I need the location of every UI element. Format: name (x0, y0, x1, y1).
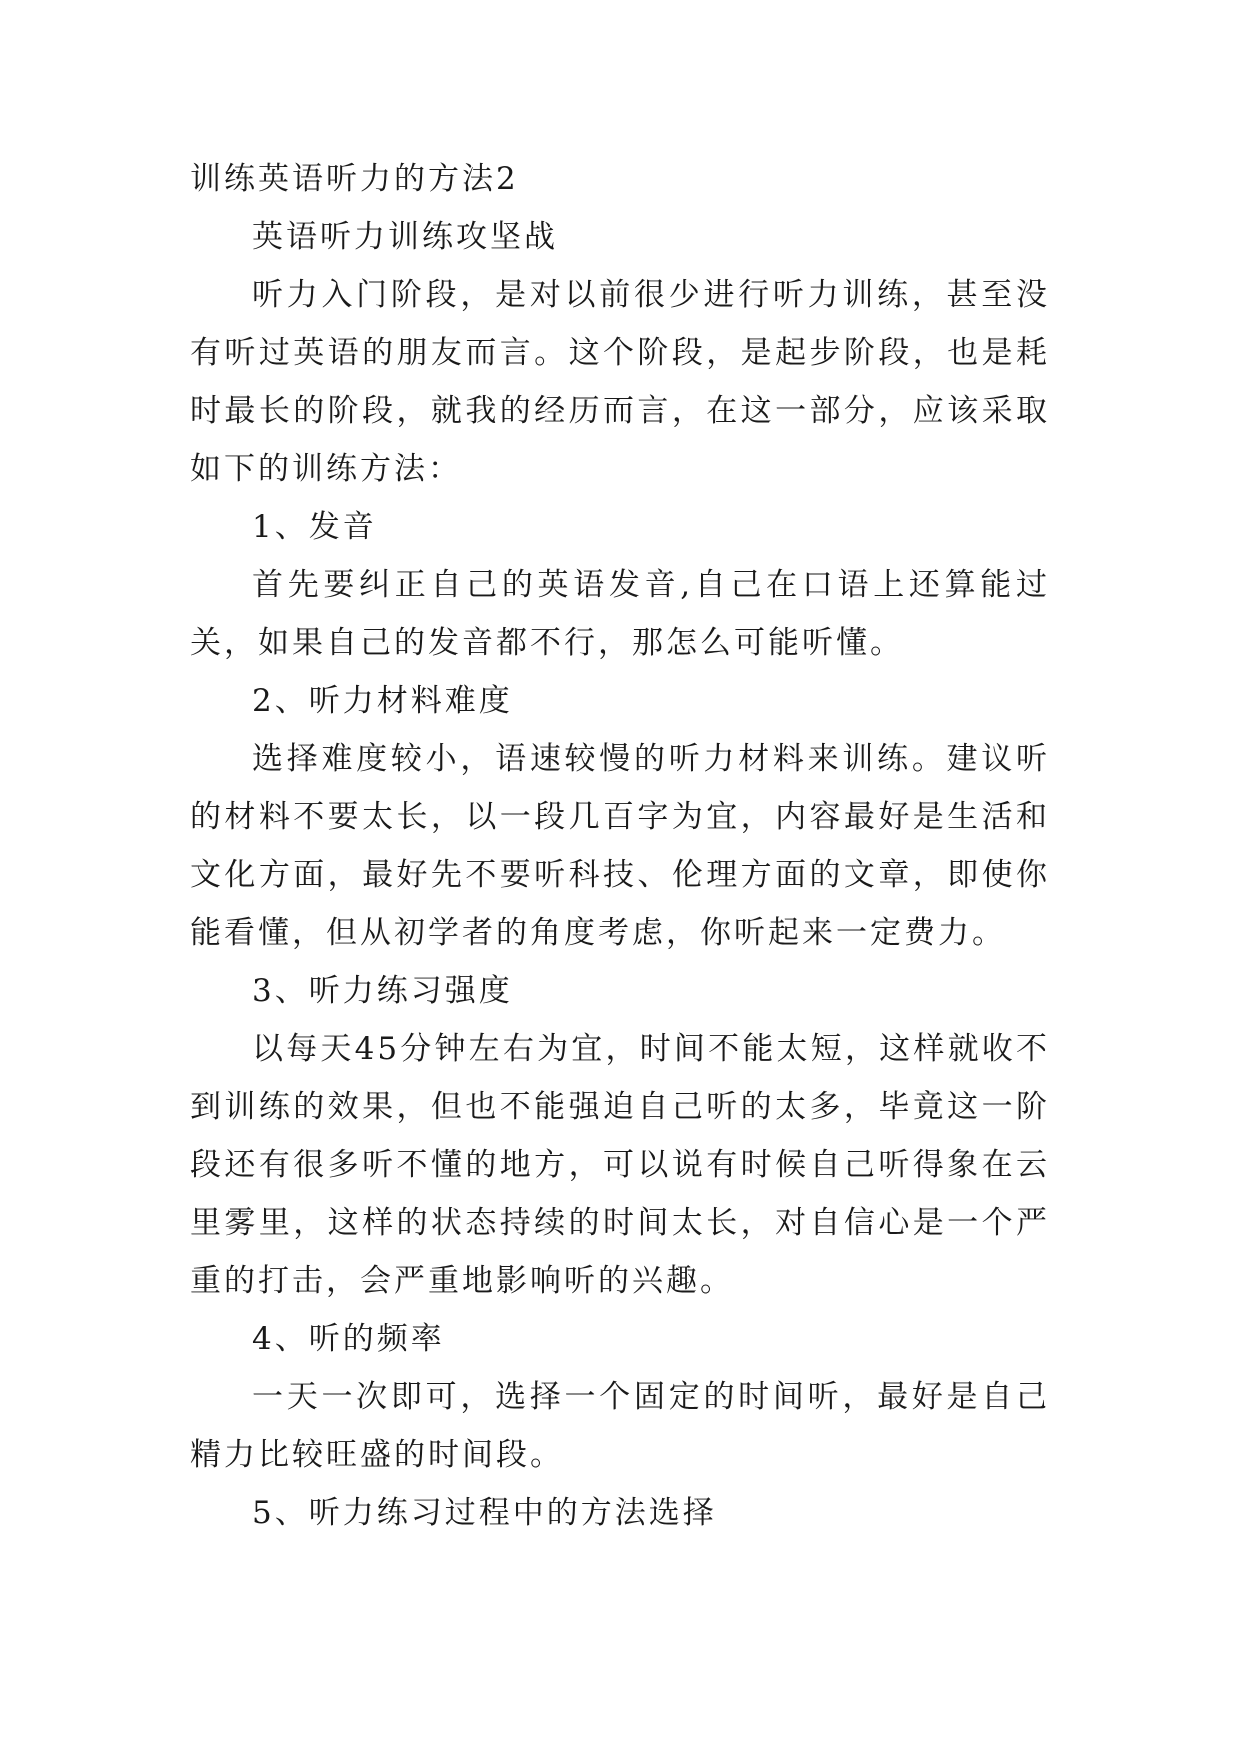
section-heading-listening-frequency: 4、听的频率 (252, 1321, 445, 1357)
document-subtitle: 英语听力训练攻坚战 (252, 219, 558, 255)
section-heading-method-selection: 5、听力练习过程中的方法选择 (252, 1495, 717, 1531)
section-body-practice-intensity: 以每天45分钟左右为宜，时间不能太短，这样就收不到训练的效果，但也不能强迫自己听的太多，毕竟这一阶段还有很多听不懂的地方，可以说有时候自己听得象在云里雾里，这样的状态持续的时间太长，对自信心是一个严重的打击，会严重地影响听的兴趣。 (190, 1031, 1050, 1299)
section-heading-material-difficulty: 2、听力材料难度 (252, 683, 513, 719)
section-heading-pronunciation: 1、发音 (252, 509, 377, 545)
document-page (190, 150, 1050, 1542)
section-body-material-difficulty: 选择难度较小，语速较慢的听力材料来训练。建议听的材料不要太长，以一段几百字为宜，内容最好是生活和文化方面，最好先不要听科技、伦理方面的文章，即使你能看懂，但从初学者的角度考虑，你听起来一定费力。 (190, 741, 1050, 951)
document-title: 训练英语听力的方法2 (190, 161, 519, 197)
section-heading-practice-intensity: 3、听力练习强度 (252, 973, 513, 1009)
section-body-listening-frequency: 一天一次即可，选择一个固定的时间听，最好是自己精力比较旺盛的时间段。 (190, 1379, 1050, 1473)
intro-paragraph: 听力入门阶段，是对以前很少进行听力训练，甚至没有听过英语的朋友而言。这个阶段，是起步阶段，也是耗时最长的阶段，就我的经历而言，在这一部分，应该采取如下的训练方法： (190, 277, 1050, 487)
section-body-pronunciation: 首先要纠正自己的英语发音,自己在口语上还算能过关，如果自己的发音都不行，那怎么可能听懂。 (190, 567, 1050, 661)
